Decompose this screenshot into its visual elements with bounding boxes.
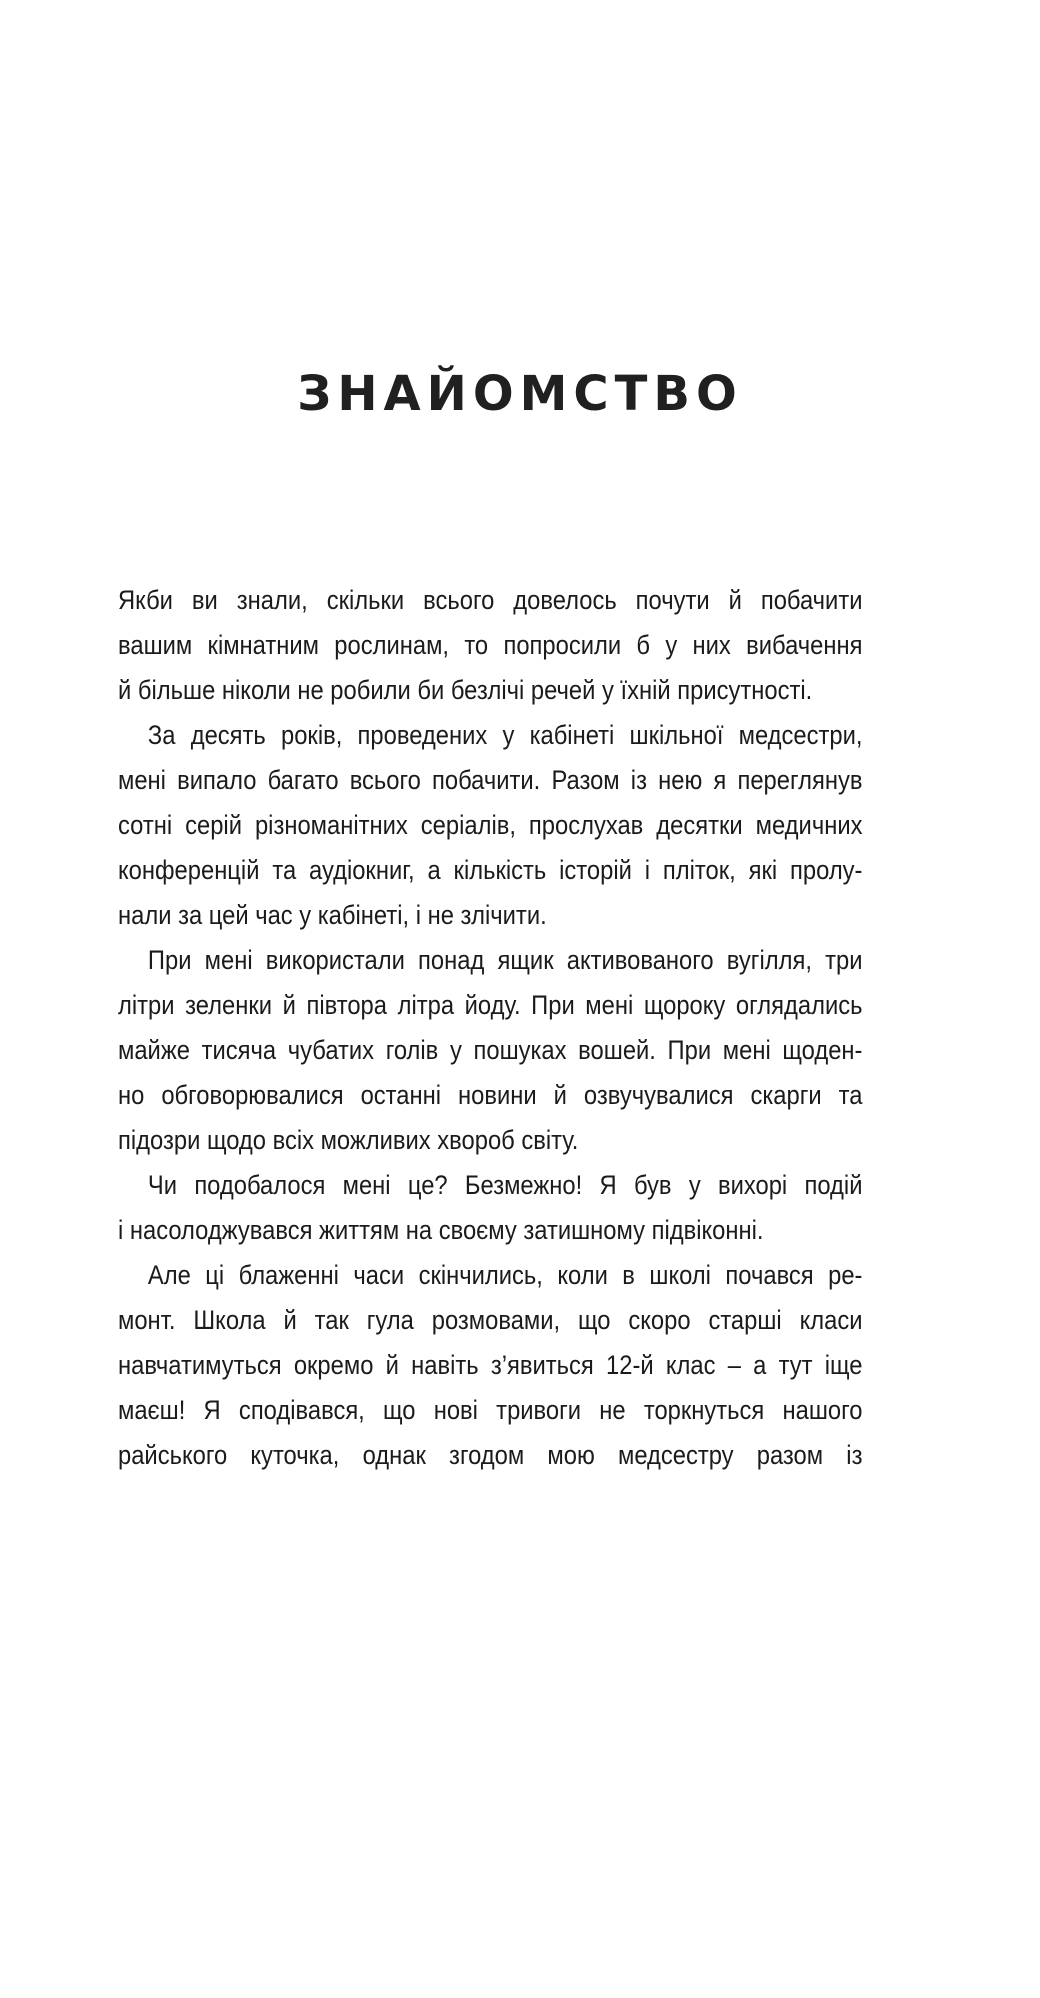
text-line: підозри щодо всіх можливих хвороб світу. bbox=[118, 1125, 579, 1155]
paragraph bbox=[118, 713, 862, 938]
text-line: сотні серій різноманітних серіалів, прослухав десятки медичних bbox=[118, 810, 863, 840]
chapter-title: ЗНАЙОМСТВО bbox=[297, 366, 743, 422]
text-line: майже тисяча чубатих голів у пошуках вошей. При мені щоден- bbox=[118, 1035, 863, 1065]
paragraph bbox=[118, 578, 862, 713]
text-line: Чи подобалося мені це? Безмежно! Я був у вихорі подій bbox=[147, 1170, 863, 1200]
text-line: но обговорювалися останні новини й озвучувалися скарги та bbox=[118, 1080, 863, 1110]
text-line: літри зеленки й півтора літра йоду. При мені щороку оглядались bbox=[118, 990, 863, 1020]
text-line: При мені використали понад ящик активованого вугілля, три bbox=[147, 945, 863, 975]
text-line: навчатимуться окремо й навіть з’явиться 12-й клас – а тут іще bbox=[118, 1350, 863, 1380]
text-line: нали за цей час у кабінеті, і не злічити. bbox=[118, 900, 547, 930]
text-line: конференцій та аудіокниг, а кількість історій і пліток, які пролу- bbox=[118, 855, 863, 885]
text-line: і насолоджувався життям на своєму затишному підвіконні. bbox=[118, 1215, 764, 1245]
text-line: вашим кімнатним рослинам, то попросили б у них вибачення bbox=[118, 630, 863, 660]
text-line: За десять років, проведених у кабінеті шкільної медсестри, bbox=[147, 720, 863, 750]
text-line: й більше ніколи не робили би безлічі речей у їхній присутності. bbox=[118, 675, 813, 705]
text-line: мені випало багато всього побачити. Разом із нею я переглянув bbox=[118, 765, 863, 795]
paragraph bbox=[118, 1163, 862, 1253]
text-line: райського куточка, однак згодом мою медсестру разом із bbox=[118, 1440, 863, 1470]
body-text bbox=[118, 578, 862, 1478]
text-line: монт. Школа й так гула розмовами, що скоро старші класи bbox=[118, 1305, 863, 1335]
text-line: Але ці блаженні часи скінчились, коли в школі почався ре- bbox=[147, 1260, 863, 1290]
text-line: маєш! Я сподівався, що нові тривоги не торкнуться нашого bbox=[118, 1395, 863, 1425]
paragraph bbox=[118, 1253, 862, 1478]
book-page bbox=[0, 368, 1040, 1998]
text-line: Якби ви знали, скільки всього довелось почути й побачити bbox=[118, 585, 863, 615]
paragraph bbox=[118, 938, 862, 1163]
